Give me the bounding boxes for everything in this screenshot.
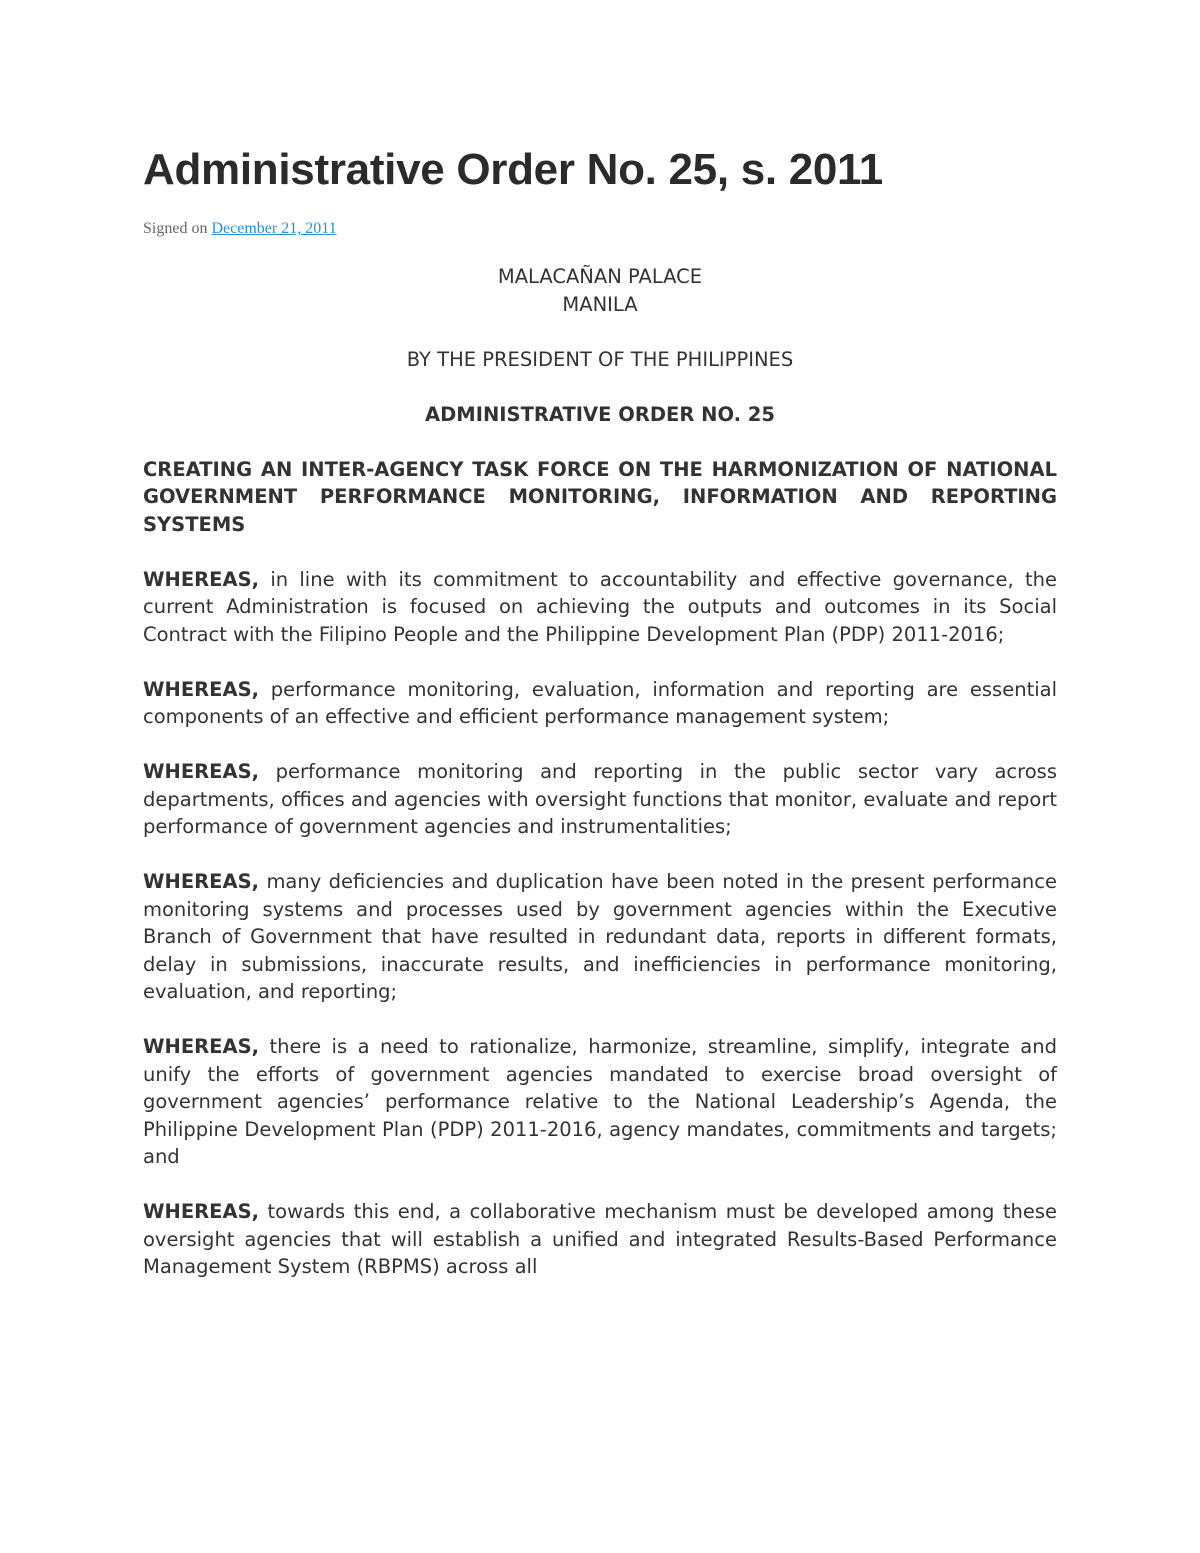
order-subject: CREATING AN INTER-AGENCY TASK FORCE ON THE HARMONIZATION OF NATIONAL GOVERNMENT PERFORMANCE MONITORING, INFORMATION AND REPORTING SYSTEMS [143, 457, 1057, 536]
whereas-clause-2 [143, 676, 1057, 731]
order-number-heading: ADMINISTRATIVE ORDER NO. 25 [425, 402, 775, 426]
clause-text: towards this end, a collaborative mechanism must be developed among these oversight agencies that will establish a unified and integrated Results-Based Performance Management System (RBPMS) across all [143, 1200, 1058, 1278]
clause-text: performance monitoring and reporting in the public sector vary across departments, offices and agencies with oversight functions that monitor, evaluate and report performance of government agencies and instrumentalities; [143, 760, 1057, 838]
whereas-clause-4 [143, 868, 1057, 1006]
clause-text: in line with its commitment to accountability and effective governance, the current Administration is focused on achieving the outputs and outcomes in its Social Contract with the Filipino People and the Philippine Development Plan (PDP) 2011-2016; [143, 567, 1058, 646]
whereas-label: WHEREAS, [143, 1035, 260, 1058]
signed-prefix: Signed on [143, 220, 208, 237]
whereas-clause-3 [143, 758, 1057, 841]
whereas-clause-5 [143, 1033, 1057, 1171]
document-page [143, 140, 1057, 1281]
place-line-city: MANILA [562, 292, 638, 316]
place-heading [143, 263, 1057, 318]
document-title: Administrative Order No. 25, s. 2011 [143, 145, 883, 194]
whereas-clause-6 [143, 1198, 1057, 1281]
authority-line: BY THE PRESIDENT OF THE PHILIPPINES [406, 347, 794, 371]
whereas-label: WHEREAS, [143, 1200, 260, 1223]
whereas-label: WHEREAS, [143, 760, 260, 783]
whereas-label: WHEREAS, [143, 870, 260, 893]
signed-date-link[interactable]: December 21, 2011 [211, 220, 337, 237]
whereas-label: WHEREAS, [143, 677, 260, 701]
clause-text: many deficiencies and duplication have been noted in the present performance monitoring systems and processes used by government agencies within the Executive Branch of Government that have resulted in redundant data, reports in different formats, delay in submissions, inaccurate results, and inefficiencies in performance monitoring, evaluation, and reporting; [143, 870, 1057, 1003]
signed-date-line [143, 219, 1057, 239]
clause-text: performance monitoring, evaluation, information and reporting are essential components of an effective and efficient performance management system; [143, 677, 1057, 728]
whereas-label: WHEREAS, [143, 567, 260, 591]
place-line-palace: MALACAÑAN PALACE [497, 265, 703, 288]
clause-text: there is a need to rationalize, harmonize, streamline, simplify, integrate and unify the efforts of government agencies mandated to exercise broad oversight of government agencies’ performance relative to the National Leadership’s Agenda, the Philippine Development Plan (PDP) 2011-2016, agency mandates, commitments and targets; and [143, 1035, 1057, 1168]
whereas-clause-1 [143, 566, 1057, 649]
